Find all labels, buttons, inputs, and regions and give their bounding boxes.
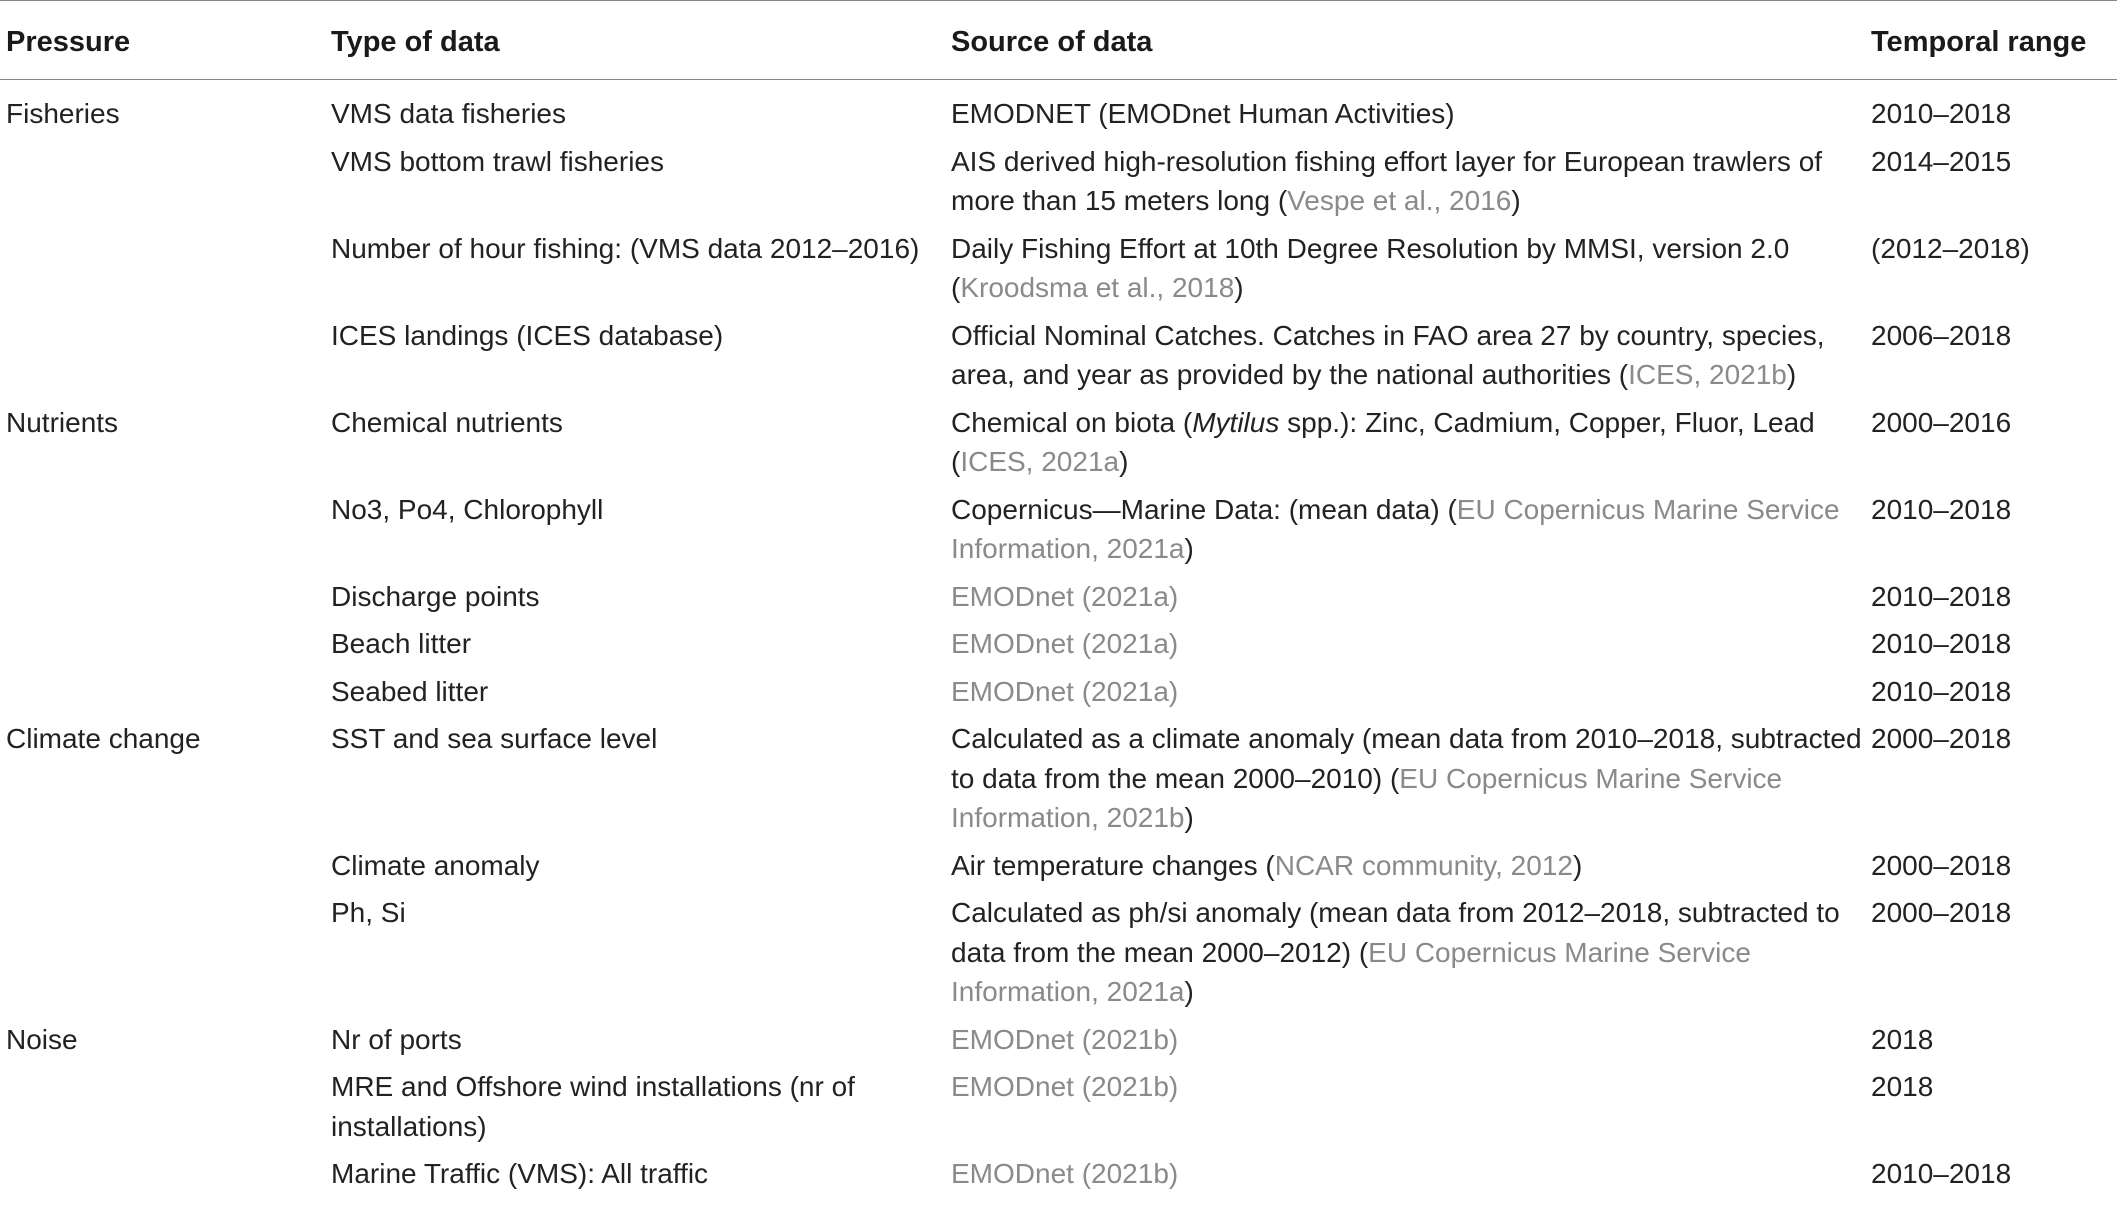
cell-type-of-data: Ph, Si [331, 897, 406, 928]
table-row [0, 490, 2117, 577]
source-text: Official Nominal Catches. Catches in FAO area 27 by country, species, area, and year as provided by the national authorities ( [951, 319, 1825, 390]
cell-type-of-data: Climate anomaly [331, 849, 540, 881]
cell-pressure [0, 577, 325, 625]
source-text: Air temperature changes ( [951, 849, 1275, 881]
cell-source-of-data [945, 316, 1865, 403]
cell-type-of-data: ICES landings (ICES database) [331, 319, 724, 351]
cell-type-of-data: Beach litter [331, 628, 472, 659]
cell-source-of-data [945, 577, 1865, 625]
cell-type-of-data: Number of hour fishing: (VMS data 2012–2016) [331, 232, 920, 264]
table-row [0, 624, 2117, 672]
table-row [0, 229, 2117, 316]
source-text: ) [1572, 849, 1583, 881]
cell-temporal-range: 2010–2018 [1871, 628, 2012, 659]
cell-type-of-data: Nr of ports [331, 1023, 462, 1055]
source-text: Calculated as a climate anomaly (mean data from 2010–2018, subtracted to data from the mean 2000–2010) ( [951, 723, 1862, 794]
table-row [0, 577, 2117, 625]
citation-link[interactable]: EU Copernicus Marine Service Information, 2021a [951, 936, 1751, 1007]
cell-temporal-range: 2018 [1871, 1071, 1934, 1102]
cell-temporal-range: 2018 [1871, 1023, 1934, 1055]
cell-type-of-data: VMS bottom trawl fisheries [331, 145, 664, 177]
cell-pressure [0, 1067, 325, 1154]
cell-pressure: Nutrients [6, 406, 119, 438]
source-text: ) [1511, 185, 1521, 216]
table-row [0, 893, 2117, 1020]
citation-link[interactable]: ICES, 2021a [960, 446, 1120, 477]
cell-pressure [0, 893, 325, 1020]
species-name: Mytilus [1192, 406, 1280, 438]
cell-type-of-data: Seabed litter [331, 675, 489, 707]
cell-pressure [0, 316, 325, 403]
source-text: EMODNET (EMODnet Human Activities) [951, 98, 1455, 129]
cell-type-of-data: Marine Traffic (VMS): All traffic [331, 1158, 709, 1189]
cell-temporal-range: 2000–2018 [1871, 897, 2012, 928]
citation-link[interactable]: Kroodsma et al., 2018 [960, 272, 1235, 303]
citation-link[interactable]: Vespe et al., 2016 [1287, 185, 1512, 216]
cell-type-of-data: VMS data fisheries [331, 98, 566, 129]
cell-pressure [0, 229, 325, 316]
cell-source-of-data [945, 893, 1865, 1020]
cell-source-of-data [945, 142, 1865, 229]
source-text: Daily Fishing Effort at 10th Degree Resolution by MMSI, version 2.0 ( [951, 232, 1790, 303]
citation-link[interactable]: EMODnet (2021b) [951, 1158, 1179, 1189]
table-row [0, 316, 2117, 403]
cell-temporal-range: 2000–2018 [1871, 723, 2012, 754]
cell-type-of-data: MRE and Offshore wind installations (nr of installations) [331, 1071, 855, 1142]
cell-pressure: Climate change [6, 723, 201, 754]
cell-type-of-data: No3, Po4, Chlorophyll [331, 493, 604, 525]
table-row [0, 142, 2117, 229]
cell-source-of-data [945, 719, 1865, 846]
cell-temporal-range: 2006–2018 [1871, 319, 2012, 351]
cell-pressure [0, 1154, 325, 1202]
cell-source-of-data [945, 672, 1865, 720]
cell-source-of-data [945, 1154, 1865, 1202]
citation-link[interactable]: EMODnet (2021a) [951, 628, 1179, 659]
source-text: Calculated as ph/si anomaly (mean data from 2012–2018, subtracted to data from the mean 2000–2012) ( [951, 897, 1840, 968]
table-row [0, 719, 2117, 846]
cell-type-of-data: Discharge points [331, 580, 540, 612]
cell-temporal-range: 2010–2018 [1871, 675, 2012, 707]
cell-temporal-range: 2010–2018 [1871, 580, 2012, 612]
source-text: spp.): Zinc, Cadmium, Copper, Fluor, Lead ( [951, 406, 1815, 477]
table-row [0, 1020, 2117, 1068]
table-row [0, 1067, 2117, 1154]
cell-pressure [0, 142, 325, 229]
header-temporal-range: Temporal range [1871, 26, 2087, 58]
cell-pressure [0, 672, 325, 720]
table-row [0, 846, 2117, 894]
cell-temporal-range: (2012–2018) [1871, 232, 2030, 264]
cell-temporal-range: 2010–2018 [1871, 98, 2012, 129]
citation-link[interactable]: EMODnet (2021a) [951, 675, 1179, 707]
source-text: Chemical on biota ( [951, 406, 1193, 438]
cell-type-of-data: SST and sea surface level [331, 723, 658, 754]
cell-temporal-range: 2000–2018 [1871, 849, 2012, 881]
citation-link[interactable]: NCAR community, 2012 [1274, 849, 1573, 881]
cell-temporal-range: 2010–2018 [1871, 493, 2012, 525]
table-row [0, 80, 2117, 142]
citation-link[interactable]: EU Copernicus Marine Service Information, 2021a [951, 493, 1840, 564]
cell-source-of-data [945, 80, 1865, 142]
cell-source-of-data [945, 846, 1865, 894]
citation-link[interactable]: EMODnet (2021a) [951, 580, 1179, 612]
header-pressure: Pressure [6, 26, 131, 58]
cell-source-of-data [945, 229, 1865, 316]
citation-link[interactable]: ICES, 2021b [1628, 359, 1787, 390]
cell-temporal-range: 2010–2018 [1871, 1158, 2012, 1189]
cell-pressure [0, 846, 325, 894]
table-header [0, 1, 2117, 80]
cell-source-of-data [945, 624, 1865, 672]
source-text: Copernicus—Marine Data: (mean data) ( [951, 493, 1457, 525]
source-text: ) [1184, 533, 1194, 564]
table-body [0, 80, 2117, 1202]
source-text: ) [1119, 446, 1129, 477]
source-text: ) [1786, 359, 1797, 390]
cell-source-of-data [945, 403, 1865, 490]
cell-type-of-data: Chemical nutrients [331, 406, 563, 438]
table-row [0, 672, 2117, 720]
source-text: AIS derived high-resolution fishing effort layer for European trawlers of more than 15 meters long ( [951, 145, 1823, 216]
cell-pressure [0, 624, 325, 672]
header-source-of-data: Source of data [951, 26, 1153, 58]
citation-link[interactable]: EU Copernicus Marine Service Information, 2021b [951, 762, 1783, 833]
cell-temporal-range: 2000–2016 [1871, 406, 2012, 438]
table-row [0, 1154, 2117, 1202]
citation-link[interactable]: EMODnet (2021b) [951, 1023, 1179, 1055]
table-row [0, 403, 2117, 490]
cell-temporal-range: 2014–2015 [1871, 145, 2012, 177]
header-row [0, 1, 2117, 80]
source-text: ) [1234, 272, 1244, 303]
source-text: ) [1184, 976, 1194, 1007]
cell-pressure: Noise [6, 1023, 78, 1055]
cell-source-of-data [945, 1067, 1865, 1154]
cell-pressure [0, 490, 325, 577]
header-type-of-data: Type of data [331, 26, 500, 58]
cell-pressure: Fisheries [6, 98, 120, 129]
source-text: ) [1184, 802, 1194, 833]
citation-link[interactable]: EMODnet (2021b) [951, 1071, 1179, 1102]
cell-source-of-data [945, 1020, 1865, 1068]
cell-source-of-data [945, 490, 1865, 577]
